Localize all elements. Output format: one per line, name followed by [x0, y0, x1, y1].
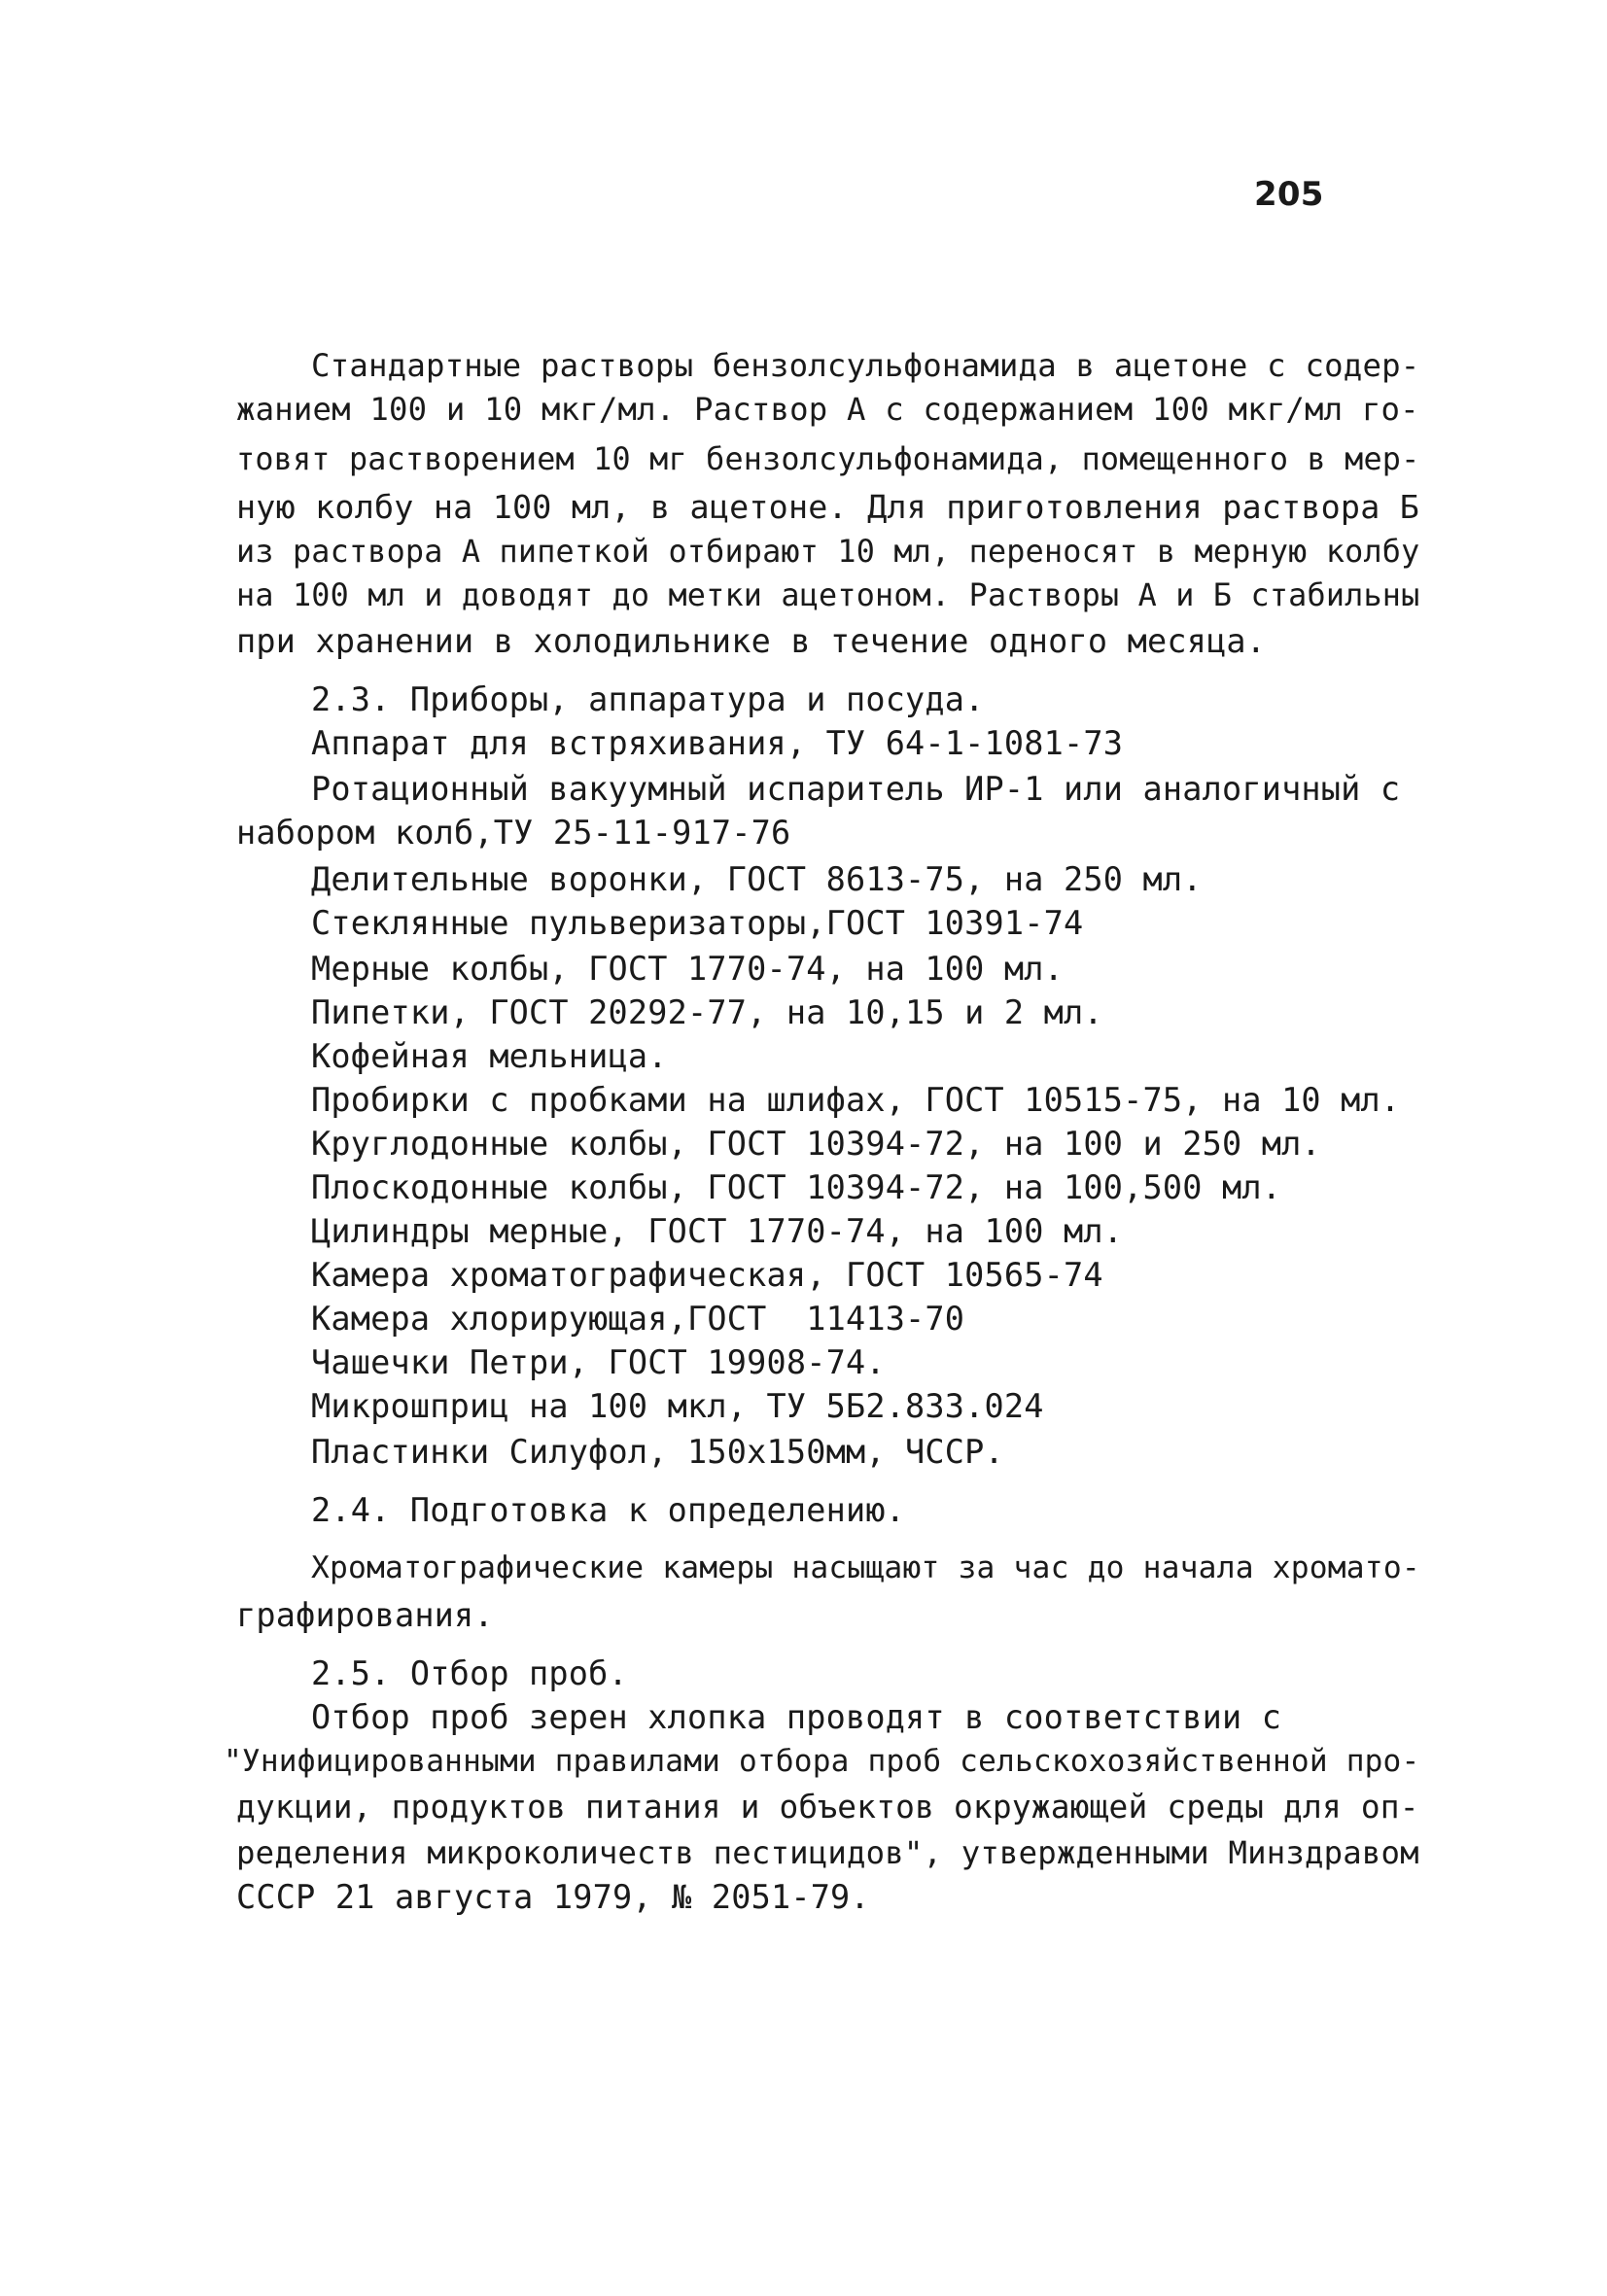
paragraph-line: дукции, продуктов питания и объектов окружающей среды для оп- — [236, 1789, 1419, 1826]
paragraph-line: на 100 мл и доводят до метки ацетоном. Растворы А и Б стабильны — [236, 578, 1420, 613]
equipment-item: Мерные колбы, ГОСТ 1770-74, на 100 мл. — [311, 950, 1065, 988]
paragraph-line: Хроматографические камеры насыщают за час до начала хромато- — [311, 1550, 1420, 1585]
paragraph-line: Стандартные растворы бензолсульфонамида в ацетоне с содер- — [311, 347, 1420, 384]
equipment-item: набором колб,ТУ 25-11-917-76 — [236, 814, 791, 852]
section-heading: 2.5. Отбор проб. — [311, 1654, 628, 1692]
paragraph-line: товят растворением 10 мг бензолсульфонамида, помещенного в мер- — [236, 442, 1420, 477]
equipment-item: Пробирки с пробками на шлифах, ГОСТ 10515-75, на 10 мл. — [311, 1081, 1401, 1119]
equipment-item: Стеклянные пульверизаторы,ГОСТ 10391-74 — [311, 904, 1084, 942]
paragraph-line: графирования. — [236, 1596, 494, 1634]
equipment-item: Ротационный вакуумный испаритель ИР-1 или аналогичный с — [311, 770, 1401, 808]
equipment-item: Кофейная мельница. — [311, 1037, 668, 1075]
equipment-item: Камера хлорирующая,ГОСТ 11413-70 — [311, 1300, 965, 1338]
equipment-item: Чашечки Петри, ГОСТ 19908-74. — [311, 1343, 886, 1381]
equipment-item: Цилиндры мерные, ГОСТ 1770-74, на 100 мл. — [311, 1212, 1124, 1250]
section-heading: 2.3. Приборы, аппаратура и посуда. — [311, 680, 985, 718]
equipment-item: Круглодонные колбы, ГОСТ 10394-72, на 100 и 250 мл. — [311, 1125, 1321, 1163]
equipment-item: Пластинки Силуфол, 150х150мм, ЧССР. — [311, 1433, 1004, 1471]
section-heading: 2.4. Подготовка к определению. — [311, 1491, 906, 1529]
equipment-item: Плоскодонные колбы, ГОСТ 10394-72, на 100,500 мл. — [311, 1168, 1282, 1206]
paragraph-line: при хранении в холодильнике в течение одного месяца. — [236, 622, 1267, 660]
paragraph-line: "Унифицированными правилами отбора проб сельскохозяйственной про- — [224, 1744, 1420, 1779]
page-number: 205 — [1254, 175, 1324, 214]
equipment-item: Пипетки, ГОСТ 20292-77, на 10,15 и 2 мл. — [311, 993, 1103, 1031]
equipment-item: Камера хроматографическая, ГОСТ 10565-74 — [311, 1256, 1103, 1294]
paragraph-line: жанием 100 и 10 мкг/мл. Раствор А с содержанием 100 мкг/мл го- — [236, 391, 1419, 428]
paragraph-line: Отбор проб зерен хлопка проводят в соответствии с — [311, 1698, 1282, 1736]
paragraph-line: ную колбу на 100 мл, в ацетоне. Для приготовления раствора Б — [236, 488, 1420, 526]
equipment-item: Микрошприц на 100 мкл, ТУ 5Б2.833.024 — [311, 1387, 1044, 1425]
equipment-item: Аппарат для встряхивания, ТУ 64-1-1081-73 — [311, 724, 1124, 762]
equipment-item: Делительные воронки, ГОСТ 8613-75, на 250 мл. — [311, 860, 1203, 898]
paragraph-line: из раствора А пипеткой отбирают 10 мл, переносят в мерную колбу — [236, 535, 1420, 570]
paragraph-line: ределения микроколичеств пестицидов", утвержденными Минздравом — [236, 1834, 1419, 1871]
paragraph-line: СССР 21 августа 1979, № 2051-79. — [236, 1878, 870, 1916]
